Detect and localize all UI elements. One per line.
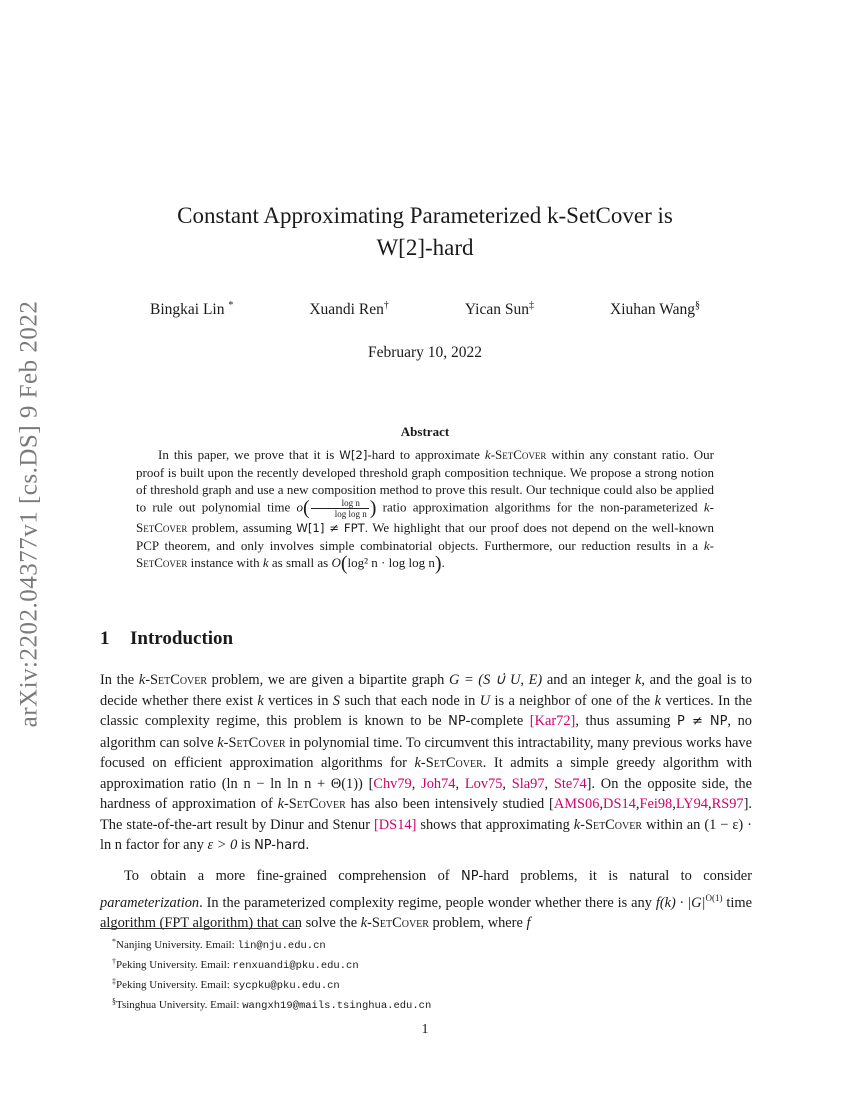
author: Bingkai Lin *	[150, 300, 234, 318]
arxiv-id: arXiv:2202.04377v1 [cs.DS] 9 Feb 2022	[15, 300, 42, 728]
section-heading: 1 Introduction	[100, 628, 234, 649]
footnote: ‡Peking University. Email: sycpku@pku.edu.cn	[112, 977, 340, 992]
intro-paragraph-2: To obtain a more fine-grained comprehension of NP-hard problems, it is natural to consider parameterization. In the parameterized complexity regime, people wonder whether there is any $f(k) \cdot |G|^{O(1)}$ time algorithm (FPT algorithm) that can solve the k-SetCover problem, where f	[100, 868, 752, 931]
citation-link[interactable]: RS97	[711, 796, 744, 812]
arxiv-sidebar	[6, 278, 52, 750]
title-line-2: W[2]-hard	[376, 235, 474, 260]
footnote-divider	[100, 928, 300, 929]
footnotes	[100, 934, 750, 1014]
citation-link[interactable]: [DS14]	[374, 816, 417, 833]
paper-title	[100, 200, 750, 264]
citation-link[interactable]: AMS06	[553, 796, 600, 812]
author: Xuandi Ren†	[309, 300, 389, 318]
author: Xiuhan Wang§	[610, 300, 700, 318]
paper-date: February 10, 2022	[367, 344, 483, 361]
abstract-body: In this paper, we prove that it is W[2]-hard to approximate k-SetCover within any constant ratio. Our proof is built upon the recently developed threshold graph composition technique. We propose a strong notion of threshold graph and use a new composition method to prove this result. Our technique could also be applied to rule out polynomial time o( $\frac{\text{log n}}{\text{log log n}}$ ) ratio approximation algorithms for the non-parameterized k-SetCover problem, assuming W[1] ≠ FPT. We highlight that our proof does not depend on the well-known PCP theorem, and only involves simple combinatorial objects. Furthermore, our reduction results in a k-SetCover instance with k as small as O(log² n · log log n).	[136, 447, 715, 575]
citation-link[interactable]: [Kar72]	[529, 713, 576, 729]
citation-link[interactable]: LY94	[675, 796, 708, 812]
citation-link[interactable]: Chv79	[373, 775, 412, 792]
abstract-heading: Abstract	[400, 424, 450, 439]
fraction: $\frac{\text{log n}}{\text{log log n}}$	[311, 498, 369, 519]
citation-link[interactable]: Fei98	[639, 796, 673, 812]
citation-link[interactable]: Ste74	[553, 775, 587, 792]
footnote: §Tsinghua University. Email: wangxh19@mails.tsinghua.edu.cn	[112, 997, 432, 1012]
citation-link[interactable]: Lov75	[464, 775, 503, 792]
citation-link[interactable]: Joh74	[421, 775, 456, 792]
intro-paragraph-1: In the k-SetCover problem, we are given a bipartite graph G = (S ∪̇ U, E) and an integer k, and the goal is to decide whether there exist k vertices in S such that each node in U is a neighbor of one of the k vertices. In the classic complexity regime, this problem is known to be NP-complete [Kar72], thus assuming P ≠ NP, no algorithm can solve k-SetCover in polynomial time. To circumvent this intractability, many previous works have focused on efficient approximation algorithms for k-SetCover. It admits a simple greedy algorithm with approximation ratio (ln n − ln ln n + Θ(1)) [Chv79, Joh74, Lov75, Sla97, Ste74]. On the opposite side, the hardness of approximation of k-SetCover has also been intensively studied [AMS06,DS14,Fei98,LY94,RS97]. The state-of-the-art result by Dinur and Stenur [DS14] shows that approximating k-SetCover within an (1 − ε) · ln n factor for any ε > 0 is NP-hard.	[100, 672, 753, 853]
citation-link[interactable]: DS14	[603, 796, 636, 812]
author-list	[150, 300, 700, 319]
page-number: 1	[421, 1022, 429, 1037]
footnote: *Nanjing University. Email: lin@nju.edu.cn	[112, 937, 326, 952]
footnote: †Peking University. Email: renxuandi@pku.edu.cn	[112, 957, 359, 972]
author: Yican Sun‡	[464, 300, 534, 318]
citation-link[interactable]: Sla97	[511, 775, 545, 792]
title-line-1: Constant Approximating Parameterized k-SetCover is	[177, 203, 673, 228]
